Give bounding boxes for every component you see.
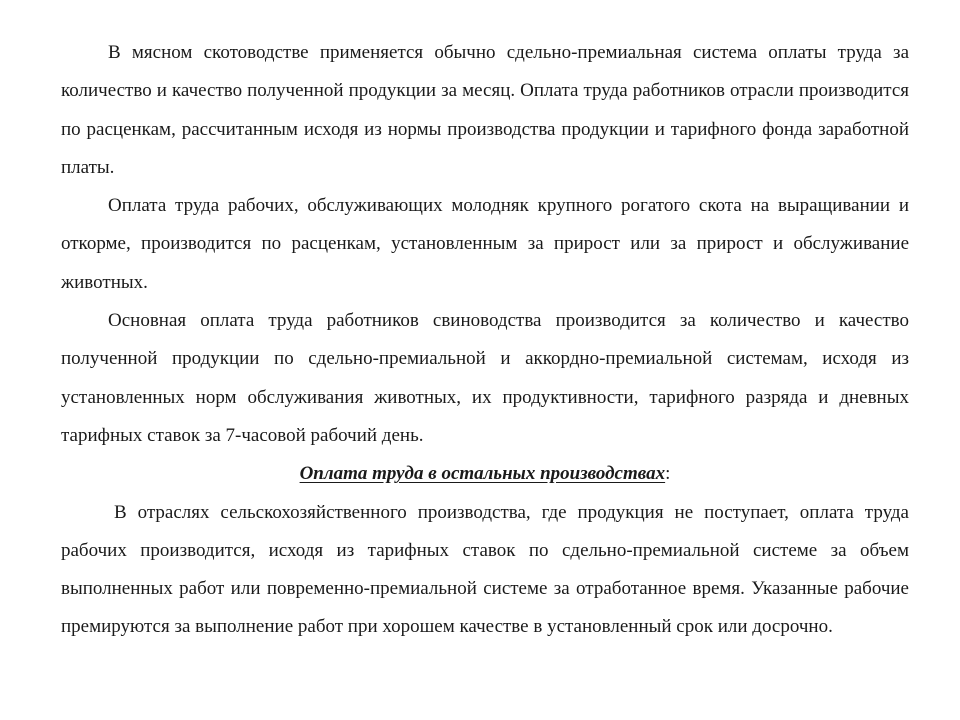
section-heading (61, 455, 909, 493)
paragraph-pig-farming: Основная оплата труда работников свиноводства производится за количество и качество полученной продукции по сдельно-премиальной и аккордно-премиальной системам, исходя из установленных норм обслуживания животных, их продуктивности, тарифного разряда и дневных тарифных ставок за 7-часовой рабочий день. (61, 310, 909, 446)
section-heading-text: Оплата труда в остальных производствах (299, 463, 666, 485)
section-heading-colon: : (665, 463, 671, 485)
paragraph-other-branches: В отраслях сельскохозяйственного производства, где продукция не поступает, оплата труда рабочих производится, исходя из тарифных ставок по сдельно-премиальной системе за объем выполненных работ или повременно-премиальной системе за отработанное время. Указанные рабочие премируются за выполнение работ при хорошем качестве в установленный срок или досрочно. (61, 501, 909, 638)
document-page (61, 34, 909, 647)
paragraph-young-cattle: Оплата труда рабочих, обслуживающих молодняк крупного рогатого скота на выращивании и откорме, производится по расценкам, установленным за прирост или за прирост и обслуживание животных. (61, 195, 909, 293)
paragraph-beef-cattle: В мясном скотоводстве применяется обычно сдельно-премиальная система оплаты труда за количество и качество полученной продукции за месяц. Оплата труда работников отрасли производится по расценкам, рассчитанным исходя из нормы производства продукции и тарифного фонда заработной платы. (61, 42, 909, 178)
